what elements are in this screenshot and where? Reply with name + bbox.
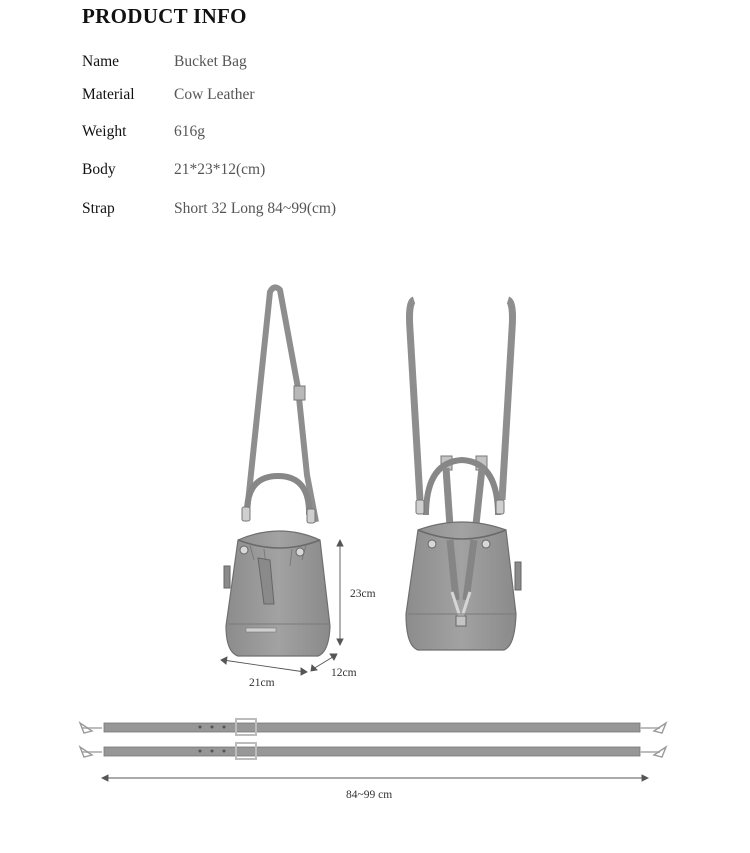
dimension-guides (102, 540, 648, 781)
strap-long (80, 719, 666, 735)
spec-value: 21*23*12(cm) (174, 161, 266, 178)
spec-value: Short 32 Long 84~99(cm) (174, 200, 337, 217)
spec-label: Name (82, 53, 120, 70)
depth-dimension-label: 12cm (331, 667, 357, 679)
spec-value: Bucket Bag (174, 53, 247, 70)
spec-label: Material (82, 86, 135, 103)
spec-value: Cow Leather (174, 86, 255, 103)
height-dimension-label: 23cm (350, 588, 376, 600)
width-dimension-label: 21cm (249, 677, 275, 689)
strap-length-label: 84~99 cm (346, 789, 393, 801)
page-title: PRODUCT INFO (82, 4, 247, 28)
bucket-bag-backpack-image (406, 300, 521, 650)
spec-label: Strap (82, 200, 115, 217)
spec-value: 616g (174, 123, 205, 140)
bucket-bag-front-image (224, 287, 330, 656)
spec-label: Weight (82, 123, 127, 140)
spec-label: Body (82, 161, 116, 178)
strap-short (80, 743, 666, 759)
